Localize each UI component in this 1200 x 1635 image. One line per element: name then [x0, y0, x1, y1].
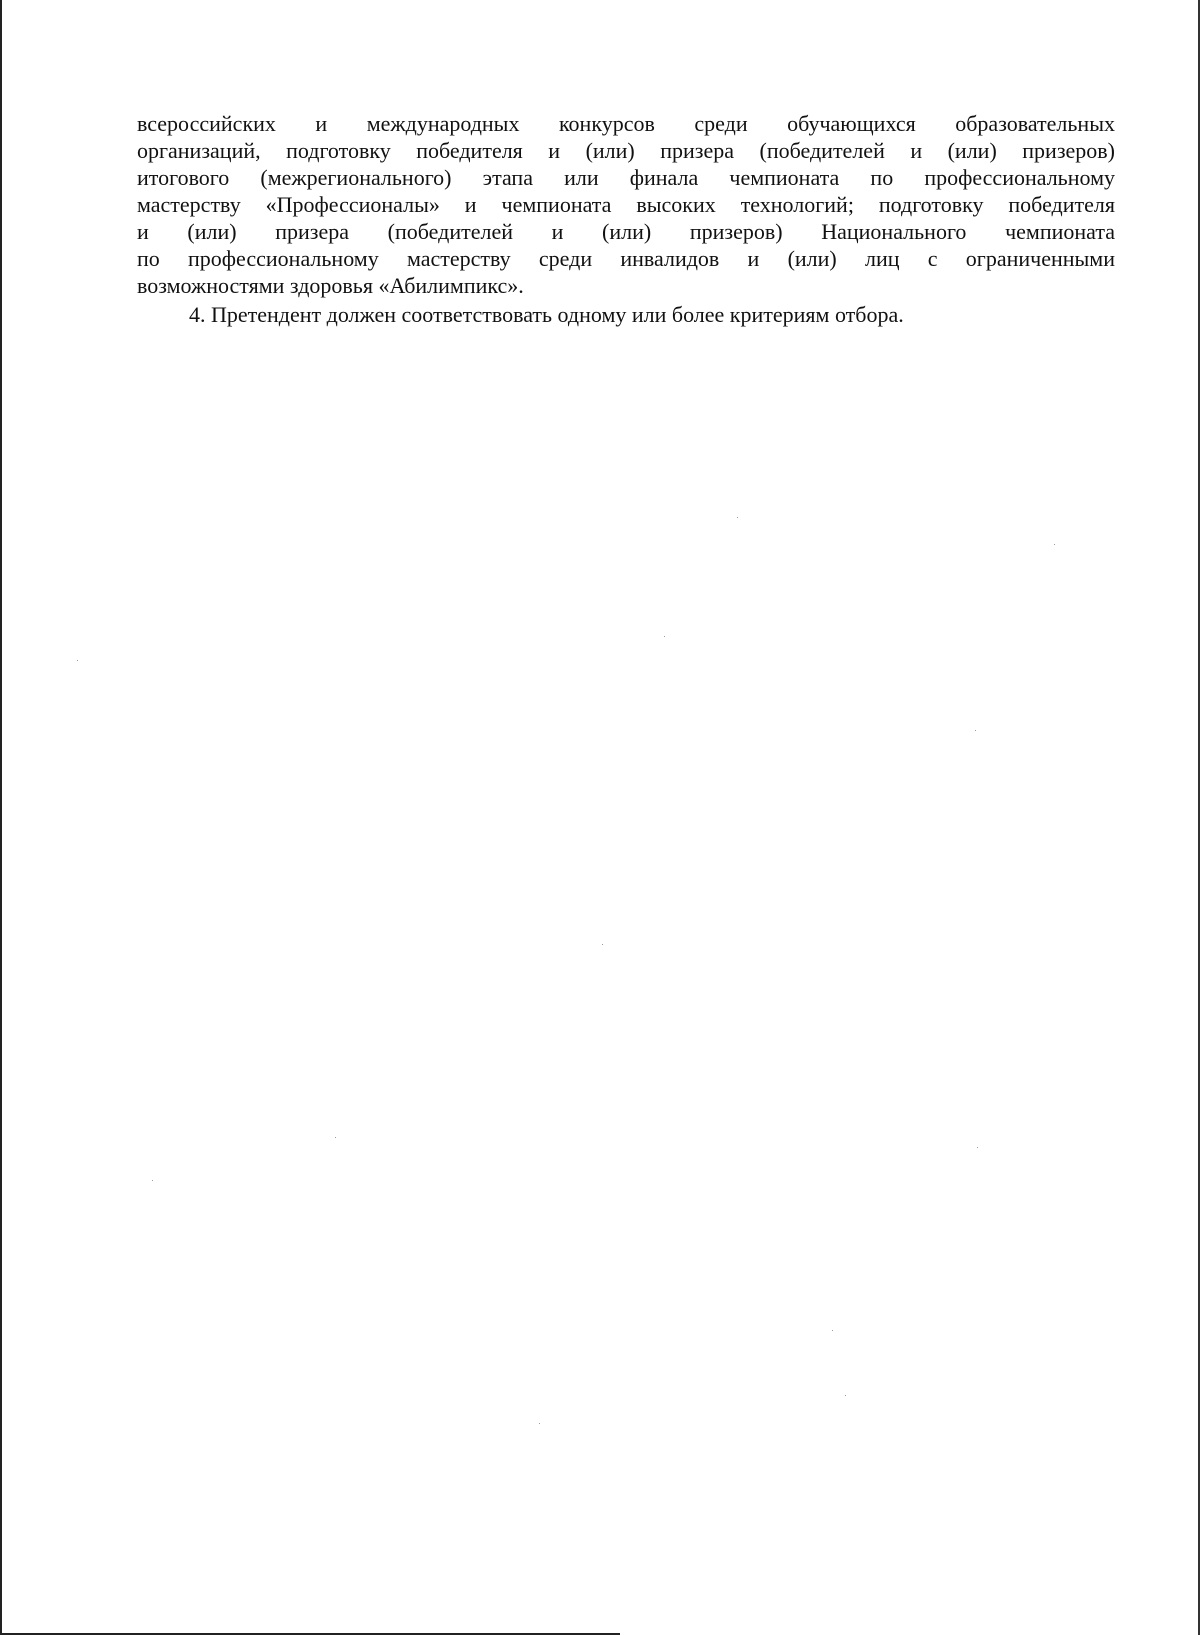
scan-speck	[737, 517, 738, 518]
scan-speck	[77, 660, 78, 661]
scan-speck	[977, 1147, 978, 1148]
scan-speck	[152, 1180, 153, 1181]
scan-speck	[664, 636, 665, 637]
scan-speck	[1054, 544, 1055, 545]
paragraph-line: и (или) призера (победителей и (или) призеров) Национального чемпионата	[137, 219, 1115, 244]
paragraph-line: всероссийских и международных конкурсов среди обучающихся образовательных	[137, 111, 1115, 136]
scan-edge-left	[0, 0, 2, 1635]
paragraph-line: организаций, подготовку победителя и (или) призера (победителей и (или) призеров)	[137, 138, 1115, 163]
scan-speck	[832, 1330, 833, 1331]
scan-speck	[845, 1395, 846, 1396]
scan-speck	[335, 1137, 336, 1138]
paragraph-line: мастерству «Профессионалы» и чемпионата высоких технологий; подготовку победителя	[137, 192, 1115, 217]
scan-speck	[602, 944, 603, 945]
paragraph-line: по профессиональному мастерству среди инвалидов и (или) лиц с ограниченными	[137, 246, 1115, 271]
paragraph-line: возможностями здоровья «Абилимпикс».	[137, 273, 524, 298]
scan-speck	[975, 730, 976, 731]
paragraph-line: итогового (межрегионального) этапа или финала чемпионата по профессиональному	[137, 165, 1115, 190]
list-point-4: 4. Претендент должен соответствовать одному или более критериям отбора.	[189, 302, 904, 327]
document-body	[137, 110, 1115, 328]
scan-speck	[539, 1423, 540, 1424]
